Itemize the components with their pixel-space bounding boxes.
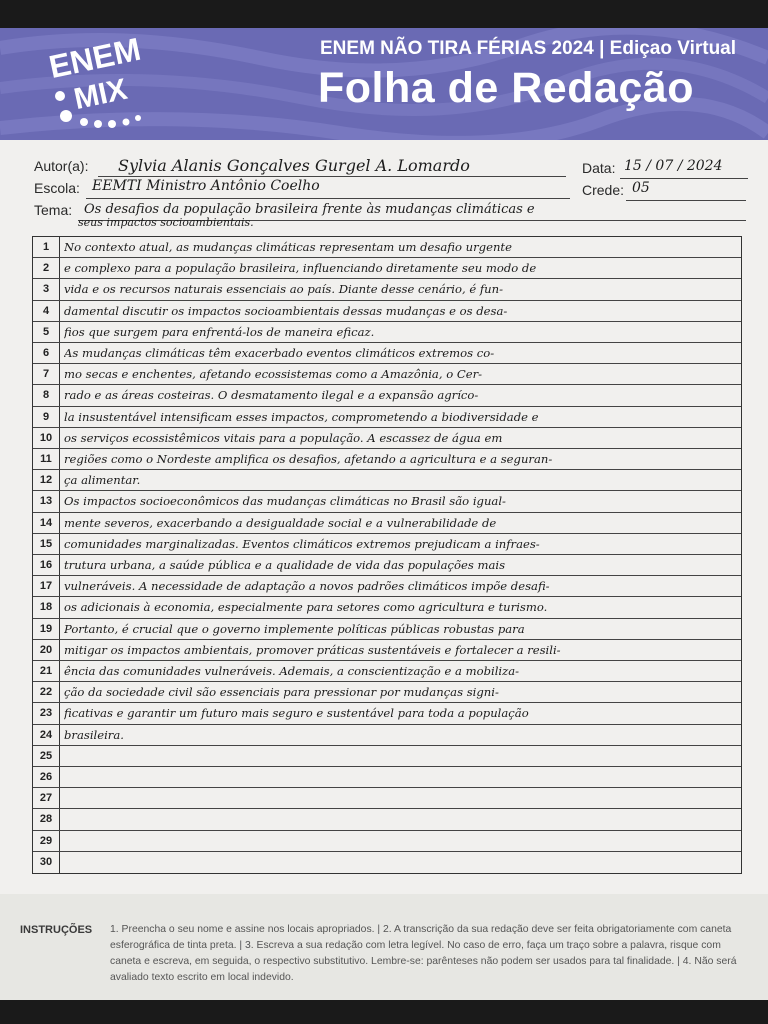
essay-line — [33, 555, 741, 576]
essay-line — [33, 237, 741, 258]
line-number: 14 — [39, 516, 53, 529]
line-number: 1 — [42, 241, 50, 253]
line-text: comunidades marginalizadas. Eventos climáticos extremos prejudicam a infraes- — [64, 536, 540, 551]
line-text: No contexto atual, as mudanças climáticas representam um desafio urgente — [64, 240, 512, 254]
essay-line — [33, 407, 741, 428]
line-number: 5 — [42, 325, 50, 338]
line-text: Os impactos socioeconômicos das mudanças climáticas no Brasil são igual- — [64, 494, 506, 509]
svg-text:MIX: MIX — [71, 72, 131, 117]
line-text: vida e os recursos naturais essenciais ao país. Diante desse cenário, é fun- — [64, 282, 504, 297]
line-text: damental discutir os impactos socioambientais dessas mudanças e os desa- — [64, 303, 508, 318]
page-title: Folha de Redação — [318, 64, 694, 112]
essay-sheet — [0, 28, 768, 1000]
line-text: trutura urbana, a saúde pública e a qualidade de vida das populações mais — [64, 558, 506, 572]
line-text — [64, 746, 737, 766]
essay-line — [33, 788, 741, 809]
svg-text:ENEM: ENEM — [45, 34, 144, 86]
line-number: 17 — [39, 580, 53, 593]
line-number: 30 — [39, 855, 53, 868]
line-text: ficativas e garantir um futuro mais seguro e sustentável para toda a população — [64, 706, 529, 721]
author-line — [98, 176, 566, 177]
line-number: 3 — [42, 283, 50, 296]
author-value: Sylvia Alanis Gonçalves Gurgel A. Lomardo — [118, 156, 470, 175]
essay-line — [33, 661, 741, 682]
instructions-text: 1. Preencha o seu nome e assine nos locais apropriados. | 2. A transcrição da sua redação deve ser feita obrigatoriamente com caneta esferográfica de tinta preta. | 3. Escreva a sua redação com letra legível. No caso de erro, faça um traço sobre a palavra, risque com caneta e escreva, em seguida, o respectivo substitutivo. Lembre-se: parênteses não podem ser usados para tal finalidade. | 4. Não será avaliado texto escrito em local indevido. — [110, 924, 737, 983]
line-text: mente severos, exacerbando a desigualdade social e a vulnerabilidade de — [64, 515, 497, 530]
theme-value-line-2: seus impactos socioambientais. — [78, 216, 254, 229]
essay-line — [33, 831, 741, 852]
line-number: 21 — [39, 665, 53, 677]
line-text: mitigar os impactos ambientais, promover práticas sustentáveis e fortalecer a resili- — [64, 642, 561, 657]
essay-line — [33, 279, 741, 300]
line-text: ência das comunidades vulneráveis. Ademais, a conscientização e a mobiliza- — [64, 664, 520, 678]
theme-label: Tema: — [34, 202, 73, 218]
line-number: 20 — [39, 643, 53, 656]
line-number: 27 — [39, 792, 53, 805]
line-text: mo secas e enchentes, afetando ecossistemas como a Amazônia, o Cer- — [64, 367, 483, 382]
line-text: la insustentável intensificam esses impactos, comprometendo a biodiversidade e — [64, 409, 539, 424]
line-text: os adicionais à economia, especialmente para setores como agricultura e turismo. — [64, 600, 548, 615]
essay-lines-grid — [32, 236, 742, 874]
line-number: 16 — [39, 559, 53, 571]
sheet-header — [0, 28, 768, 140]
line-number: 4 — [42, 304, 50, 317]
essay-line — [33, 619, 741, 640]
line-text: ção da sociedade civil são essenciais para pressionar por mudanças signi- — [64, 685, 499, 700]
line-number: 12 — [39, 474, 53, 487]
essay-line — [33, 385, 741, 406]
essay-line — [33, 428, 741, 449]
header-subtitle: ENEM NÃO TIRA FÉRIAS 2024 | Ediçao Virtual — [320, 38, 737, 59]
essay-line — [33, 703, 741, 724]
line-number: 23 — [39, 707, 53, 720]
essay-line — [33, 343, 741, 364]
line-text: regiões como o Nordeste amplifica os desafios, afetando a agricultura e a seguran- — [64, 452, 553, 466]
line-text — [64, 852, 737, 873]
line-number: 22 — [39, 686, 53, 699]
line-number: 11 — [40, 453, 52, 465]
line-number: 18 — [39, 601, 53, 614]
crede-value: 05 — [632, 180, 650, 196]
line-number: 26 — [39, 771, 53, 783]
line-text — [64, 831, 737, 851]
line-number: 15 — [39, 537, 53, 550]
date-line — [620, 178, 748, 179]
line-text: As mudanças climáticas têm exacerbado eventos climáticos extremos co- — [64, 346, 495, 360]
school-value: EEMTI Ministro Antônio Coelho — [92, 178, 320, 194]
line-text: rado e as áreas costeiras. O desmatamento ilegal e a expansão agríco- — [64, 388, 479, 403]
essay-line — [33, 258, 741, 279]
line-text: os serviços ecossistêmicos vitais para a população. A escassez de água em — [64, 430, 503, 445]
essay-line — [33, 767, 741, 788]
theme-value-line-1: Os desafios da população brasileira frente às mudanças climáticas e — [84, 202, 535, 217]
essay-line — [33, 470, 741, 491]
line-text: Portanto, é crucial que o governo implemente políticas públicas robustas para — [64, 621, 525, 636]
instructions-section — [0, 894, 768, 1000]
school-label: Escola: — [34, 180, 80, 196]
line-text: e complexo para a população brasileira, influenciando diretamente seu modo de — [64, 261, 537, 276]
essay-line — [33, 682, 741, 703]
essay-line — [33, 852, 741, 873]
line-text — [64, 788, 737, 808]
line-number: 25 — [39, 749, 53, 762]
instructions-label: INSTRUÇÕES — [20, 924, 93, 936]
line-number: 9 — [42, 410, 50, 423]
line-text: brasileira. — [64, 727, 124, 742]
line-text: vulneráveis. A necessidade de adaptação a novos padrões climáticos impõe desafi- — [64, 579, 550, 594]
line-text: fios que surgem para enfrentá-los de maneira eficaz. — [64, 324, 375, 339]
essay-line — [33, 322, 741, 343]
essay-line — [33, 640, 741, 661]
essay-line — [33, 746, 741, 767]
line-number: 19 — [39, 622, 53, 635]
line-number: 28 — [39, 813, 53, 826]
line-text — [64, 767, 737, 787]
essay-line — [33, 597, 741, 618]
enem-mix-logo — [40, 34, 180, 134]
author-label: Autor(a): — [34, 158, 89, 174]
line-number: 24 — [39, 728, 53, 741]
crede-label: Crede: — [582, 182, 625, 198]
essay-line — [33, 491, 741, 512]
essay-line — [33, 513, 741, 534]
essay-line — [33, 534, 741, 555]
line-text: ça alimentar. — [64, 473, 141, 488]
date-value: 15 / 07 / 2024 — [624, 158, 723, 174]
essay-line — [33, 449, 741, 470]
crede-line — [626, 200, 746, 201]
school-line — [86, 198, 570, 199]
line-number: 2 — [42, 262, 50, 275]
line-number: 13 — [39, 495, 53, 508]
essay-line — [33, 364, 741, 385]
line-text — [64, 809, 737, 829]
line-number: 10 — [39, 431, 53, 444]
essay-line — [33, 725, 741, 746]
date-label: Data: — [582, 160, 616, 176]
line-number: 8 — [42, 389, 50, 402]
line-number: 29 — [39, 834, 53, 847]
line-number: 7 — [42, 368, 50, 381]
essay-line — [33, 576, 741, 597]
line-number: 6 — [42, 347, 50, 359]
essay-line — [33, 809, 741, 830]
essay-line — [33, 301, 741, 322]
